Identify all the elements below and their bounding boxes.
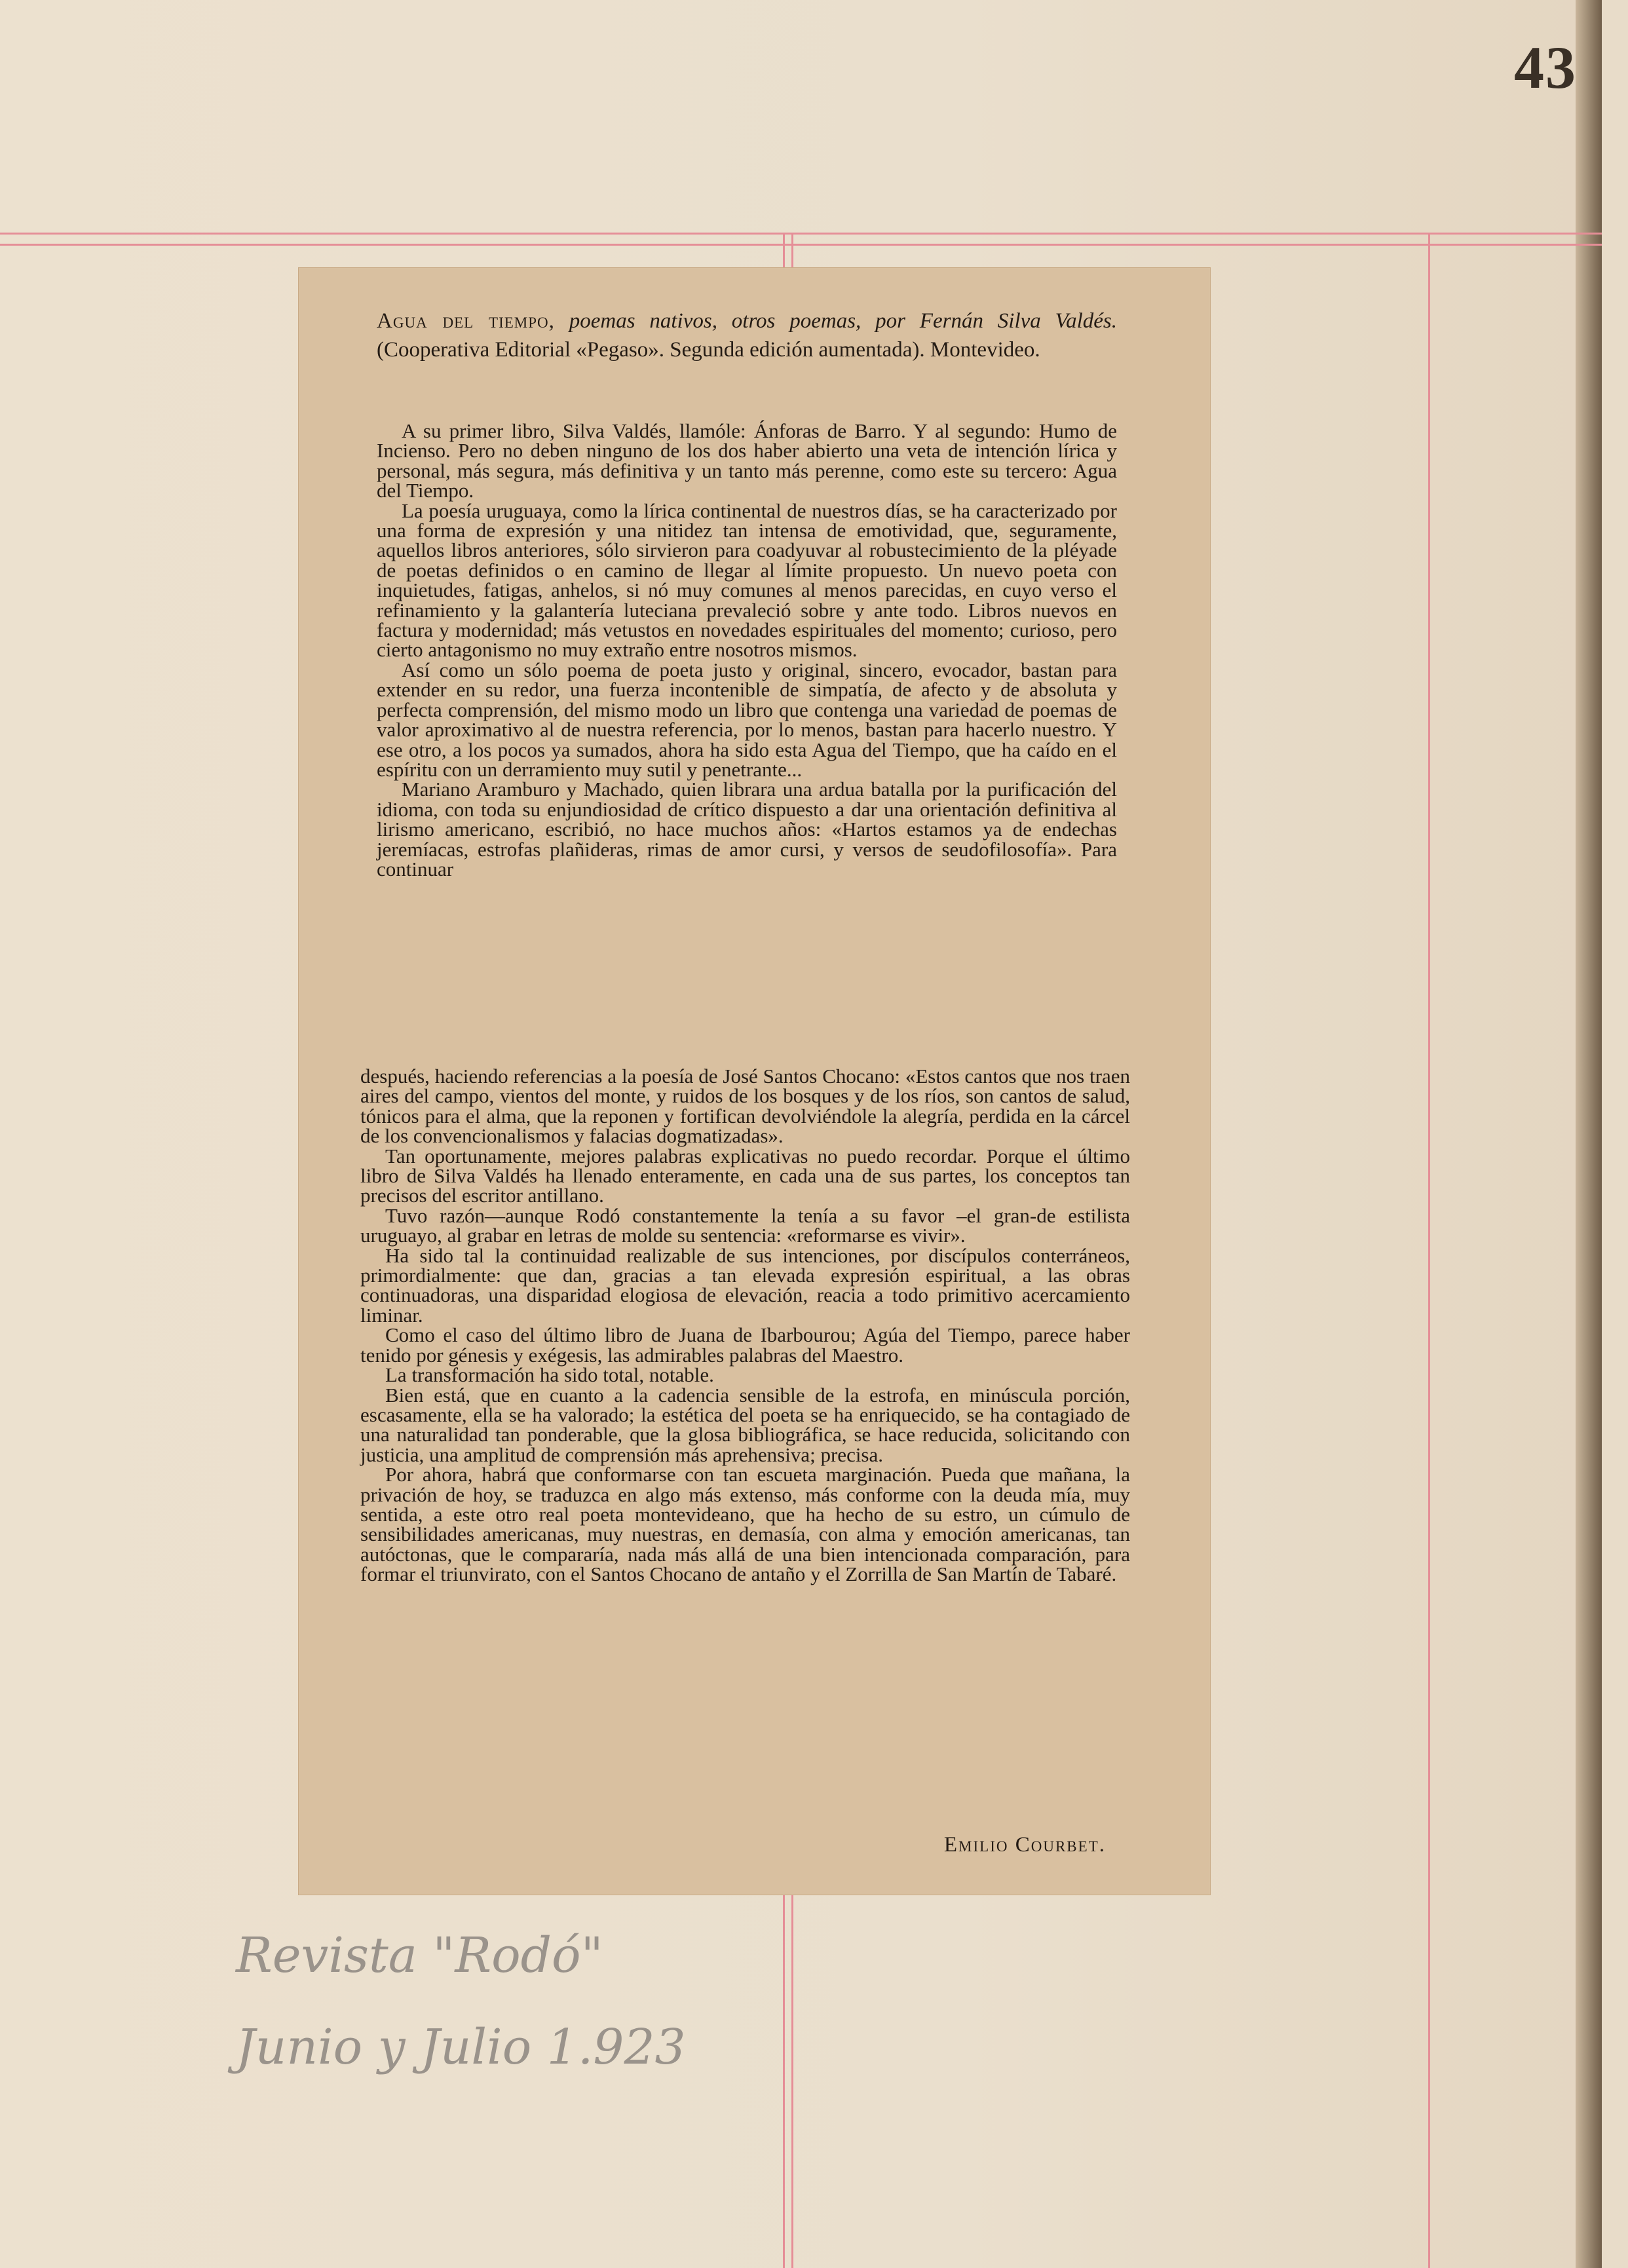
- paragraph: Como el caso del último libro de Juana de Ibarbourou; Agúa del Tiempo, parece haber tenido por génesis y exégesis, las admirables palabras del Maestro.: [360, 1323, 1130, 1367]
- page-edge: [1576, 0, 1602, 2268]
- article-body-top: [377, 421, 1117, 879]
- ruled-line-top-2: [0, 244, 1602, 246]
- article-header: [377, 307, 1117, 364]
- paragraph: A su primer libro, Silva Valdés, llamóle: Ánforas de Barro. Y al segundo: Humo de Incienso. Pero no deben ninguno de los dos haber abierto una veta de intención lírica y personal, más segura, más definitiva y un tanto más perenne, como este su tercero: Agua del Tiempo.: [377, 419, 1117, 502]
- handwritten-date: Junio y Julio 1.923: [236, 2019, 686, 2075]
- paragraph: Tan oportunamente, mejores palabras explicativas no puedo recordar. Porque el último libro de Silva Valdés ha llenado enteramente, en cada una de sus partes, los conceptos tan precisos del escritor antillano.: [360, 1144, 1130, 1207]
- article: [298, 267, 1211, 1895]
- paragraph: Por ahora, habrá que conformarse con tan escueta marginación. Pueda que mañana, la privación de hoy, se traduzca en algo más extenso, más conforme con la deuda mía, muy sentida, a este otro real poeta montevideano, que ha hecho de su estro, un cúmulo de sensibilidades americanas, muy nuestras, en demasía, con alma y emoción americanas, tan autóctonas, que le compararía, nada más allá de una bien intencionada comparación, para formar el triunvirato, con el Santos Chocano de antaño y el Zorrilla de San Martín de Tabaré.: [360, 1463, 1130, 1586]
- paragraph: Así como un sólo poema de poeta justo y original, sincero, evocador, bastan para extender en su redor, una fuerza incontenible de simpatía, de afecto y de absoluta y perfecta comprensión, del mismo modo un libro que contenga una variedad de poemas de valor aproximativo al de nuestra referencia, por lo menos, bastan para hacerlo nuestro. Y ese otro, a los pocos ya sumados, ahora ha sido esta Agua del Tiempo, que ha caído en el espíritu con un derramiento muy sutil y penetrante...: [377, 658, 1117, 781]
- author-signature: Emilio Courbet.: [943, 1833, 1106, 1857]
- book-title: Agua del tiempo,: [377, 309, 555, 333]
- paragraph: La transformación ha sido total, notable.: [385, 1363, 714, 1387]
- paragraph: La poesía uruguaya, como la lírica continental de nuestros días, se ha caracterizado por una forma de expresión y una nitidez tan intensa de emotividad, que, seguramente, aquellos libros anteriores, sólo sirvieron para coadyuvar al robustecimiento de la pléyade de poetas definidos o en camino de llegar al límite propuesto. Un nuevo poeta con inquietudes, fatigas, anhelos, si nó muy comunes al menos parecidas, en cuyo verso el refinamiento y la galantería luteciana prevaleció sobre y ante todo. Libros nuevos en factura y modernidad; más vetustos en novedades espirituales del momento; curioso, pero cierto antagonismo no muy extraño entre nosotros mismos.: [377, 499, 1117, 662]
- handwritten-source: Revista "Rodó": [236, 1927, 603, 1984]
- article-body-bottom: [360, 1067, 1130, 1585]
- paragraph: Mariano Aramburo y Machado, quien librara una ardua batalla por la purificación del idioma, con toda su enjundiosidad de crítico dispuesto a dar una orientación definitiva al lirismo americano, escribió, no hace muchos años: «Hartos estamos ya de endechas jeremíacas, estrofas plañideras, rimas de amor cursi, y versos de seudofilosofía». Para continuar: [377, 778, 1117, 880]
- paragraph-continuation: después, haciendo referencias a la poesía de José Santos Chocano: «Estos cantos que nos traen aires del campo, vientos del monte, y ruidos de los bosques y de los ríos, son cantos de salud, tónicos para el alma, que la reponen y fortifican devolviéndole la alegría, perdida en la cárcel de los convencionalismos y falacias dogmatizadas».: [360, 1065, 1130, 1148]
- paragraph: Bien está, que en cuanto a la cadencia sensible de la estrofa, en minúscula porción, escasamente, ella se ha valorado; la estética del poeta se ha enriquecido, se ha contagiado de una naturalidad tan ponderable, que la glosa bibliográfica, se hace reducida, solicitando con justicia, una amplitud de comprensión más aprehensiva; precisa.: [360, 1383, 1130, 1466]
- book-publisher: (Cooperativa Editorial «Pegaso». Segunda edición aumentada). Montevideo.: [377, 338, 1040, 362]
- ruled-margin-line: [1428, 233, 1430, 2268]
- book-subtitle: poemas nativos, otros poemas, por Fernán Silva Valdés.: [569, 309, 1117, 333]
- page-number: 43: [1514, 34, 1577, 101]
- newspaper-clipping: [298, 267, 1211, 1895]
- paragraph: Ha sido tal la continuidad realizable de sus intenciones, por discípulos conterráneos, primordialmente: que dan, gracias a tan elevada expresión espiritual, a las obras continuadoras, una disparidad elogiosa de elevación, reacia a todo primitivo acercamiento liminar.: [360, 1243, 1130, 1327]
- paragraph: Tuvo razón—aunque Rodó constantemente la tenía a su favor –el gran-de estilista uruguayo, al grabar en letras de molde su sentencia: «reformarse es vivir».: [360, 1203, 1130, 1247]
- ruled-line-top: [0, 233, 1602, 235]
